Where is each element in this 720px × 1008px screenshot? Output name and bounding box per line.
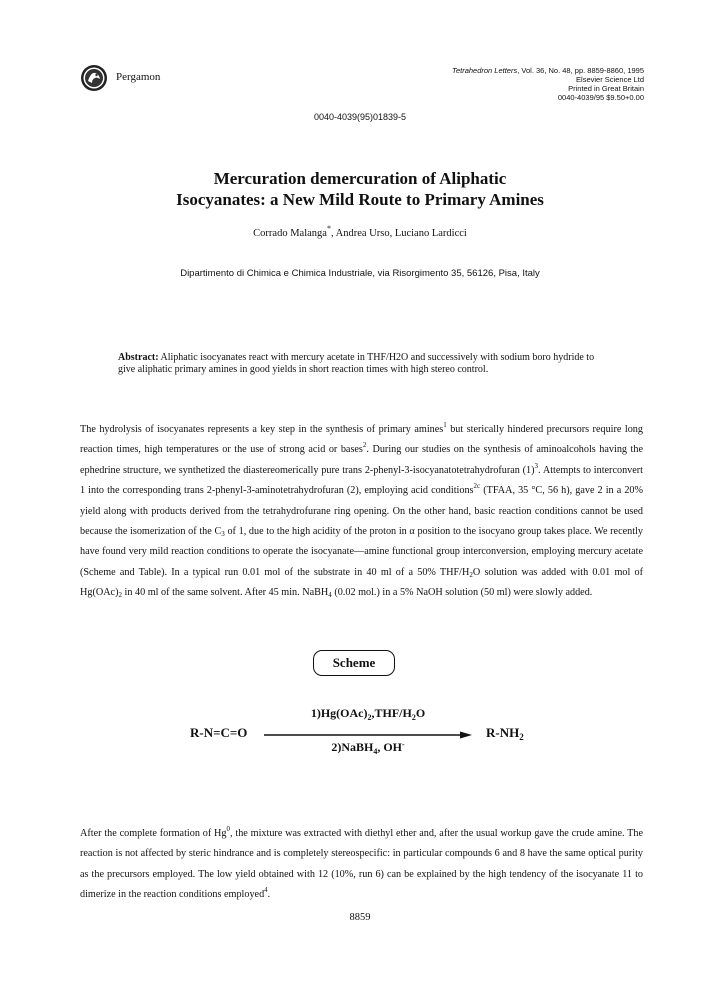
- superscript: 0: [226, 825, 231, 833]
- reference-mark: 4: [264, 886, 268, 895]
- title-line-1: Mercuration demercuration of Aliphatic: [213, 169, 507, 188]
- author-1: Corrado Malanga: [253, 228, 327, 239]
- journal-info: [452, 66, 644, 102]
- para1-text: but sterically hindered precursors require long reaction times, high temperatures or the use of strong acid or bases: [80, 424, 643, 456]
- reference-mark: 2c: [473, 482, 481, 491]
- journal-name: Tetrahedron Letters: [452, 66, 518, 75]
- other-authors: , Andrea Urso, Luciano Lardicci: [330, 228, 467, 239]
- printed-line: Printed in Great Britain: [568, 84, 644, 93]
- reference-mark: 3: [534, 461, 539, 470]
- para1-text: of 1, due to the high acidity of the proton in α position to the isocyano group takes place. We recently have found very mild reaction conditions to operate the isocyanate—amine functional group interconversion, employing mercury acetate (Scheme and Table). In a typical run 0.01 mol of the substrate in 40 ml of a 50% THF/H: [80, 526, 643, 578]
- author-list: [0, 224, 720, 239]
- subscript: 2: [469, 570, 473, 579]
- body-paragraph-2: [80, 824, 643, 906]
- para1-text: O solution was added with 0.01 mol of Hg(OAc): [80, 566, 644, 599]
- subscript: 2: [411, 713, 416, 722]
- abstract: [118, 352, 610, 376]
- journal-volume: , Vol. 36, No. 48, pp. 8859-8860, 1995: [517, 66, 644, 75]
- affiliation: Dipartimento di Chimica e Chimica Industriale, via Risorgimento 35, 56126, Pisa, Italy: [180, 268, 540, 279]
- superscript: -: [402, 740, 405, 749]
- condition-text: 2)NaBH: [331, 740, 374, 754]
- product-text: R-NH: [486, 725, 520, 740]
- journal-citation: [452, 66, 644, 75]
- condition-text: , OH: [377, 740, 402, 754]
- subscript: 3: [221, 530, 225, 539]
- abstract-label: Abstract:: [118, 352, 159, 363]
- price-line: 0040-4039/95 $9.50+0.00: [557, 93, 644, 102]
- publisher-line: Elsevier Science Ltd: [576, 75, 644, 84]
- scheme-condition-2: [264, 740, 472, 756]
- reference-mark: 1: [443, 421, 447, 429]
- para1-text: . Attempts to interconvert 1 into the corresponding trans 2-phenyl-3-aminotetrahydrofuran (2), employing acid conditions: [80, 464, 644, 497]
- para1-text: . During our studies on the synthesis of aminoalcohols having the ephedrine structure, we synthetized the diastereomerically pure trans 2-phenyl-3-isocyanatotetrahydrofuran (1): [80, 444, 643, 476]
- subscript: 4: [373, 747, 378, 756]
- doi-code: 0040-4039(95)01839-5: [313, 112, 407, 122]
- subscript: 2: [367, 713, 372, 722]
- title-line-2: Isocyanates: a New Mild Route to Primary Amines: [176, 190, 544, 209]
- scheme-label: Scheme: [313, 650, 395, 676]
- pergamon-logo-icon: [80, 64, 108, 92]
- body-paragraph-1: [80, 420, 643, 604]
- reaction-arrow-icon: [264, 730, 472, 740]
- page-number: 8859: [349, 912, 371, 923]
- para2-text: , the mixture was extracted with diethyl ether and, after the usual workup gave the crude amine. The reaction is not affected by steric hindrance and is completely stereospecific: in particular compounds 6 and 8 have the same optical purity as the precursors employed. The low yield obtained with 12 (10%, run 6) can be explained by the high tendency of the isocyanate 11 to dimerize in the reaction conditions employed: [80, 828, 644, 901]
- subscript: 2: [118, 591, 122, 600]
- scheme-condition-1: [264, 706, 472, 722]
- para1-text: (TFAA, 35 °C, 56 h), gave 2 in a 20% yield along with products derived from the tetrahydrofurane ring opening. On the other hand, basic reaction conditions cannot be used because the isomerization of the C: [80, 485, 643, 538]
- corresponding-author-mark: *: [326, 224, 331, 233]
- subscript: 4: [328, 591, 332, 600]
- para1-text: The hydrolysis of isocyanates represents a key step in the synthesis of primary amines: [80, 424, 444, 435]
- condition-text: 1)Hg(OAc): [310, 706, 368, 720]
- condition-text: ,THF/H: [371, 706, 412, 720]
- para2-text: .: [267, 889, 271, 901]
- publisher-name: Pergamon: [116, 71, 161, 83]
- para2-text: After the complete formation of Hg: [80, 828, 227, 839]
- reference-mark: 2: [362, 441, 367, 450]
- article-title: [0, 168, 720, 210]
- condition-text: O: [415, 706, 426, 720]
- scheme-reactant: R-N=C=O: [190, 725, 248, 740]
- para1-text: in 40 ml of the same solvent. After 45 min. NaBH: [121, 587, 329, 599]
- subscript: 2: [519, 732, 524, 742]
- abstract-text: Aliphatic isocyanates react with mercury acetate in THF/H2O and successively with sodium boro hydride to give aliphatic primary amines in good yields in short reaction times with high stereo control.: [118, 352, 595, 375]
- para1-text: (0.02 mol.) in a 5% NaOH solution (50 ml) were slowly added.: [331, 587, 593, 599]
- scheme-product: [486, 725, 524, 742]
